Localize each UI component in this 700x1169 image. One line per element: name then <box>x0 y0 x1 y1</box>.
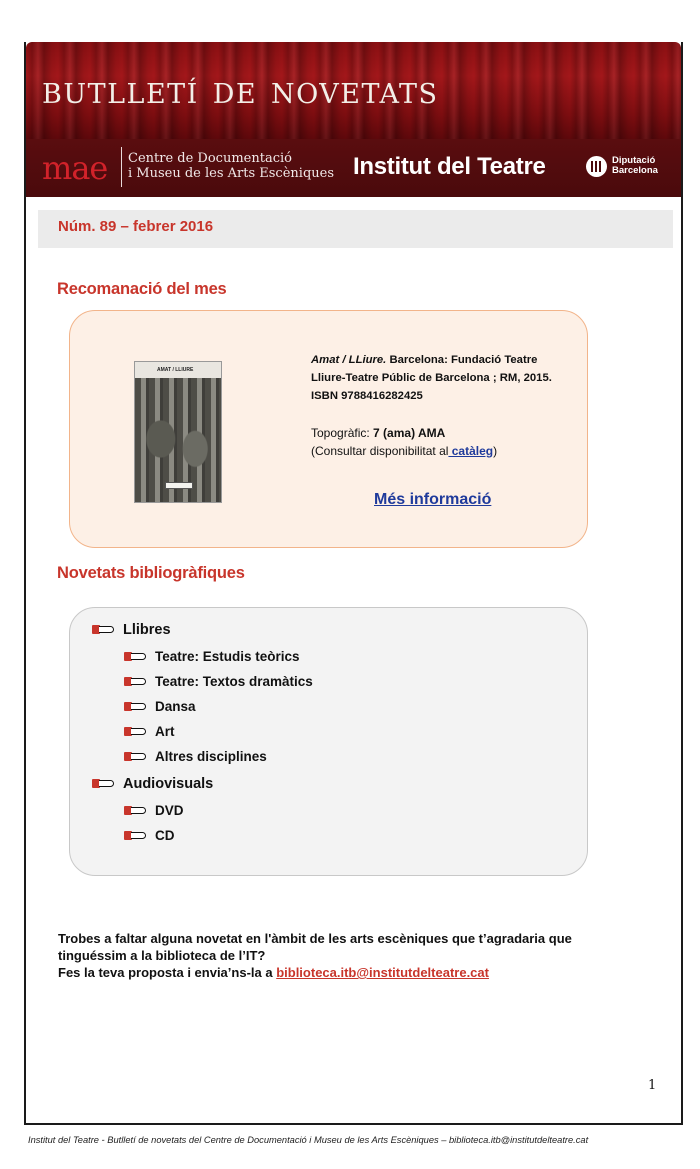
topographic-value: 7 (ama) AMA <box>373 426 446 440</box>
pointing-hand-icon <box>92 624 114 635</box>
cdmae-name-line2: i Museu de les Arts Escèniques <box>128 166 335 181</box>
pointing-hand-icon <box>92 778 114 789</box>
issue-bar <box>38 210 673 248</box>
book-imprint: Barcelona: Fundació Teatre Lliure-Teatre Públic de Barcelona ; RM, 2015. ISBN 9788416282425 <box>311 354 552 402</box>
page-number: 1 <box>648 1078 657 1093</box>
book-location <box>311 424 497 460</box>
diputacio-line1: Diputació <box>612 155 656 166</box>
suggestion-text <box>58 930 638 981</box>
category-link-dvd[interactable] <box>124 803 184 818</box>
diputacio-logo-text <box>612 156 658 176</box>
cdmae-name <box>128 151 334 181</box>
category-label: Llibres <box>123 622 171 638</box>
running-footer: Institut del Teatre - Butlletí de novetats del Centre de Documentació i Museu de les Arts Escèniques – biblioteca.itb@institutdelteatre.cat <box>28 1135 589 1145</box>
category-link-teatre-textos[interactable] <box>124 674 313 689</box>
category-link-llibres[interactable] <box>92 622 171 638</box>
library-email-link[interactable]: biblioteca.itb@institutdelteatre.cat <box>276 965 489 980</box>
pointing-hand-icon <box>124 830 146 841</box>
more-info-link[interactable]: Més informació <box>374 491 492 508</box>
category-label: CD <box>155 828 175 843</box>
book-cover-title: AMAT / LLIURE <box>157 367 194 373</box>
category-label: Teatre: Textos dramàtics <box>155 674 313 689</box>
logo-strip <box>26 139 681 197</box>
book-title: Amat / LLiure. <box>311 354 387 366</box>
topographic-line <box>311 424 497 442</box>
pointing-hand-icon <box>124 726 146 737</box>
category-label: Art <box>155 724 175 739</box>
category-link-dansa[interactable] <box>124 699 196 714</box>
availability-line <box>311 442 497 460</box>
logo-divider <box>121 147 122 187</box>
recommendation-box <box>69 310 588 548</box>
category-link-art[interactable] <box>124 724 175 739</box>
pointing-hand-icon <box>124 676 146 687</box>
topographic-label: Topogràfic: <box>311 426 374 440</box>
header-banner <box>26 42 681 139</box>
issue-number: Núm. 89 – febrer 2016 <box>58 218 214 235</box>
category-link-altres[interactable] <box>124 749 267 764</box>
category-label: Audiovisuals <box>123 776 214 792</box>
mae-logo: mae <box>42 149 108 187</box>
suggestion-call-to-action <box>58 964 638 981</box>
newsletter-title: butlletí de novetats <box>42 68 439 113</box>
pointing-hand-icon <box>124 701 146 712</box>
category-link-cd[interactable] <box>124 828 175 843</box>
diputacio-emblem-icon <box>586 156 607 177</box>
pointing-hand-icon <box>124 751 146 762</box>
book-cover-label <box>165 482 193 489</box>
institut-del-teatre-logo: Institut del Teatre <box>353 153 546 180</box>
diputacio-line2: Barcelona <box>612 165 658 176</box>
catalog-link[interactable]: catàleg <box>448 444 494 458</box>
category-label: Dansa <box>155 699 196 714</box>
suggestion-prefix: Fes la teva proposta i envia’ns-la a <box>58 965 277 980</box>
suggestion-question: Trobes a faltar alguna novetat en l'àmbit de les arts escèniques que t’agradaria que tinguéssim a la biblioteca de l’IT? <box>58 931 572 963</box>
book-cover-image[interactable] <box>134 361 222 503</box>
category-link-teatre-estudis[interactable] <box>124 649 300 664</box>
novetats-box <box>69 607 588 876</box>
category-label: DVD <box>155 803 184 818</box>
availability-suffix: ) <box>493 444 498 458</box>
book-citation <box>311 351 566 405</box>
category-label: Teatre: Estudis teòrics <box>155 649 300 664</box>
novetats-heading: Novetats bibliogràfiques <box>57 564 245 582</box>
pointing-hand-icon <box>124 805 146 816</box>
recommendation-heading: Recomanació del mes <box>57 280 227 298</box>
pointing-hand-icon <box>124 651 146 662</box>
availability-prefix: (Consultar disponibilitat al <box>311 444 449 458</box>
category-label: Altres disciplines <box>155 749 267 764</box>
category-link-audiovisuals[interactable] <box>92 776 213 792</box>
newsletter-page <box>24 42 683 1125</box>
cdmae-name-line1: Centre de Documentació <box>128 151 292 166</box>
